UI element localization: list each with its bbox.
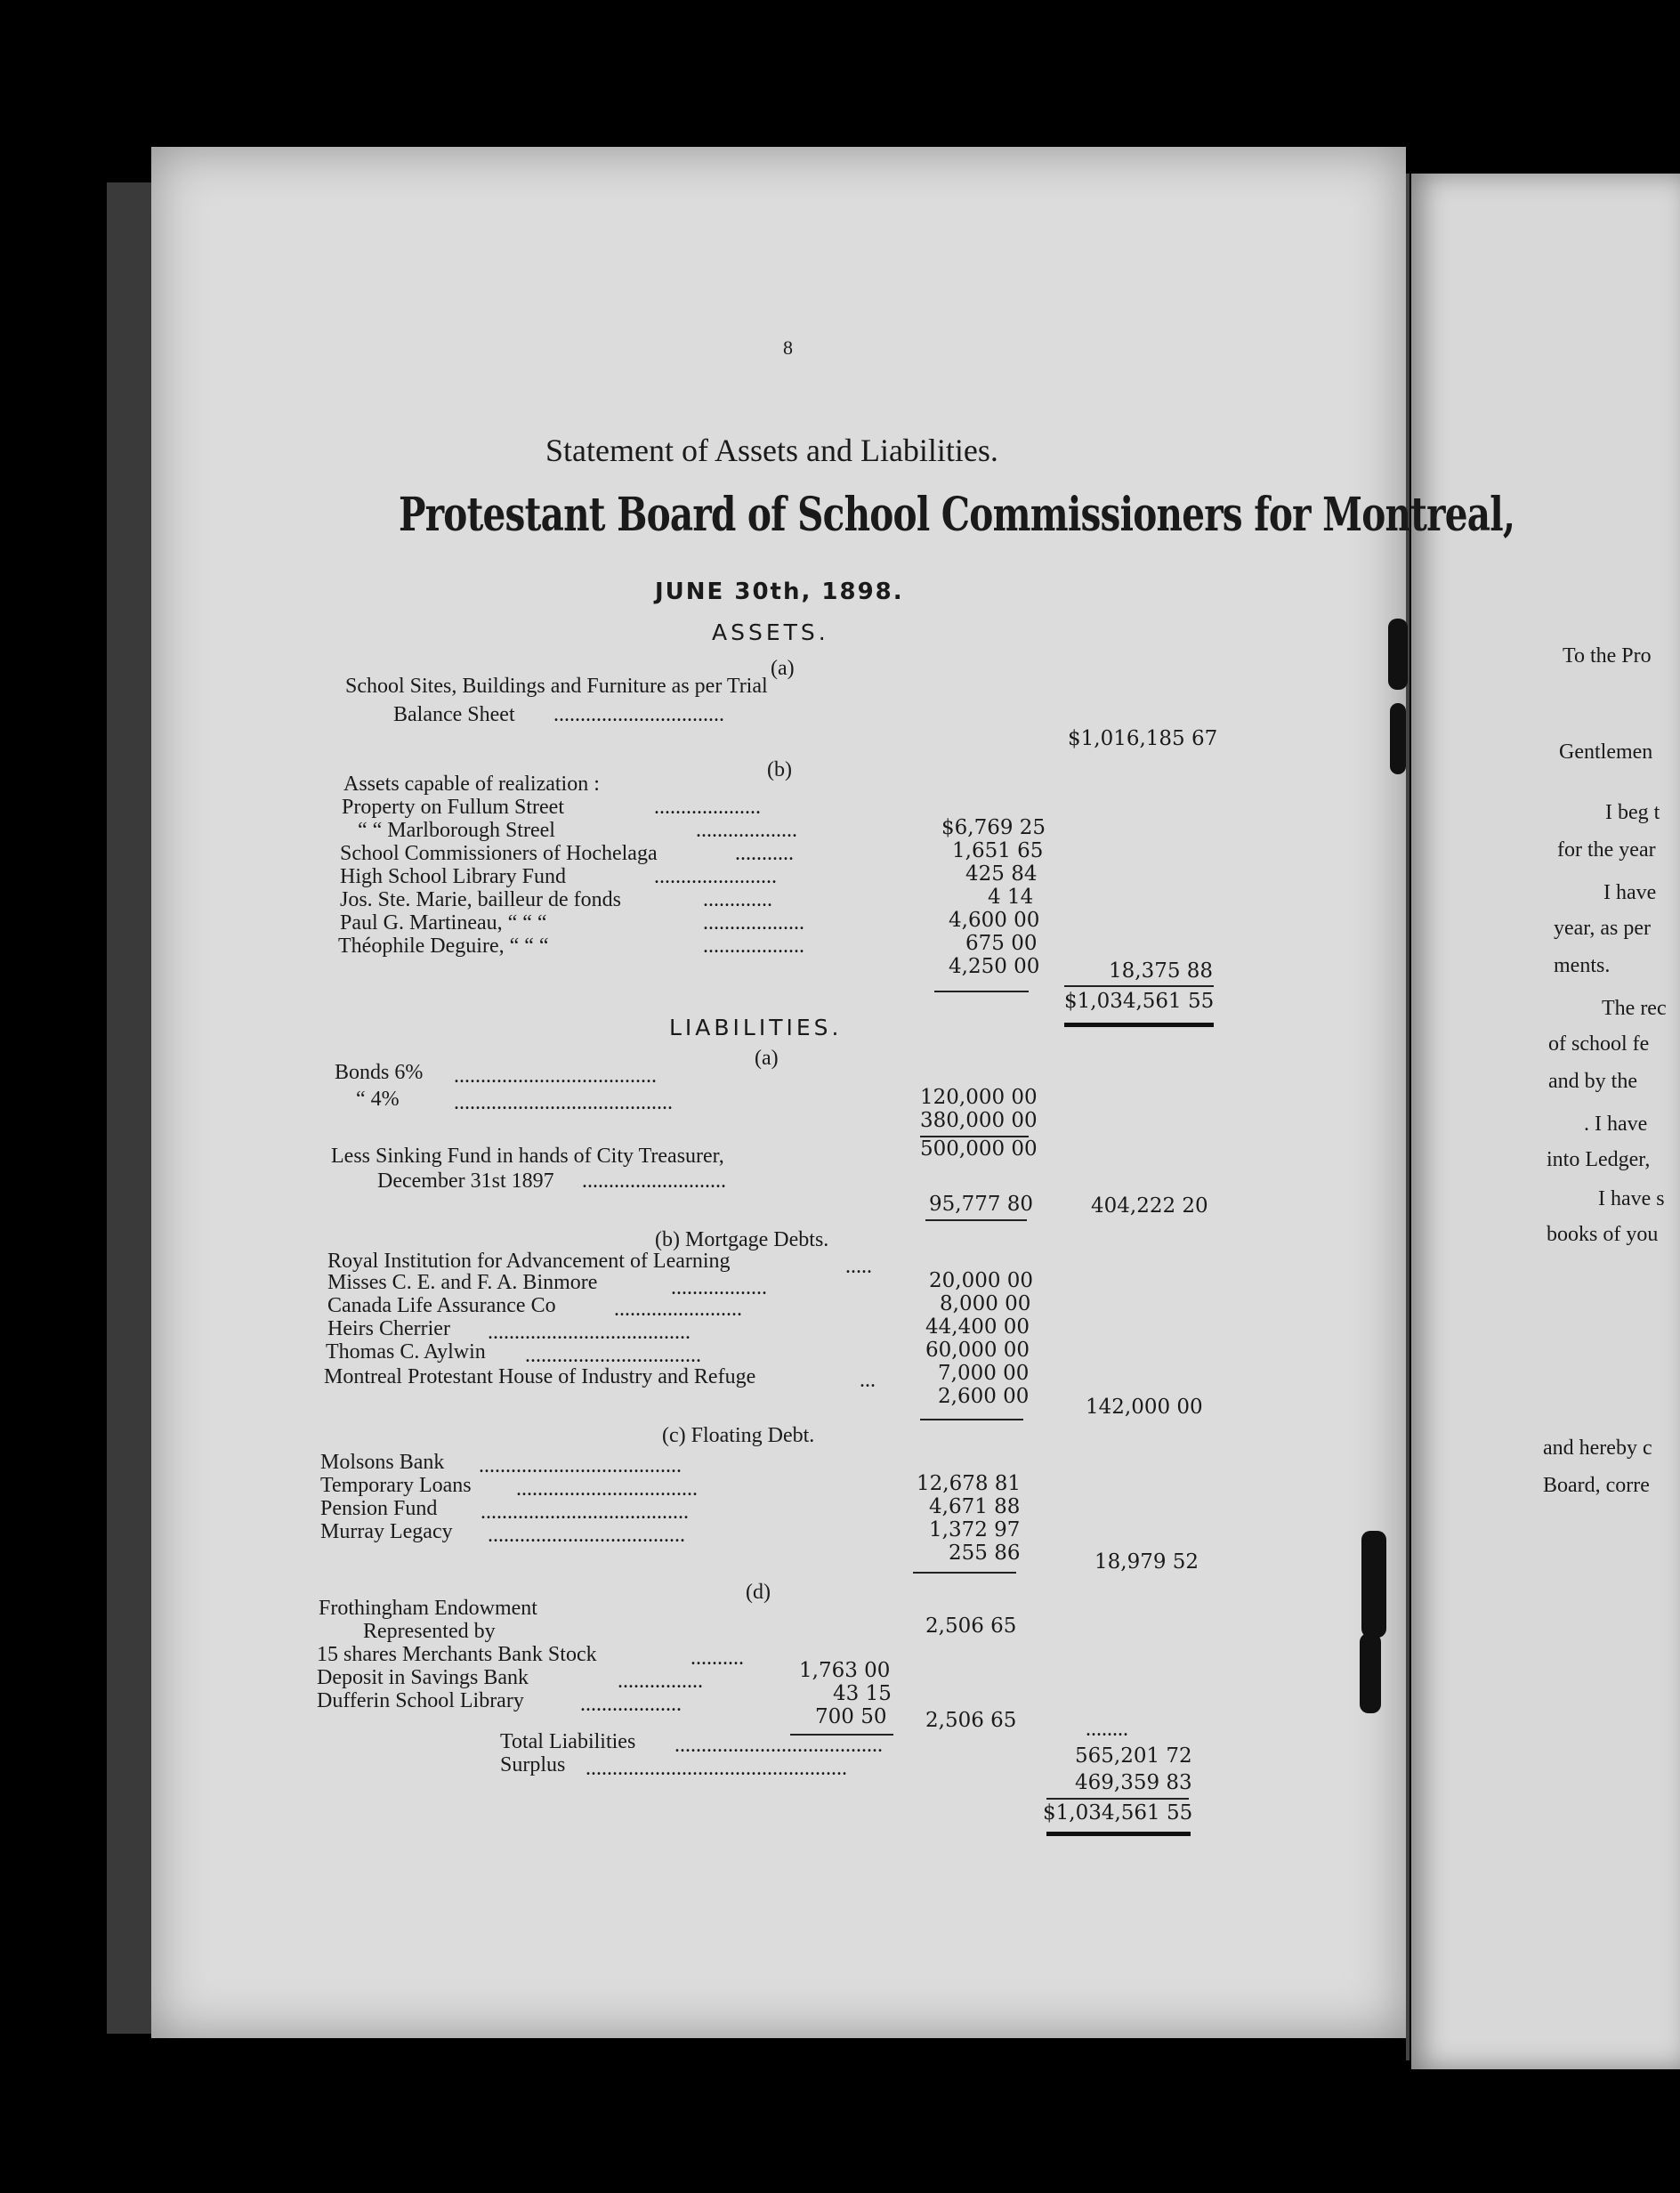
- binding-thread-bottom: [1361, 1531, 1386, 1638]
- liabilities-heading: LIABILITIES.: [669, 1015, 843, 1040]
- mortgage-item-name: Canada Life Assurance Co: [327, 1294, 556, 1317]
- asset-item-dots: .......................: [654, 865, 777, 888]
- mortgage-item-dots: .....: [845, 1255, 872, 1278]
- floating-item-name: Murray Legacy: [320, 1520, 453, 1543]
- bonds-6-dots: ......................................: [454, 1064, 657, 1088]
- asset-item-dots: ...................: [696, 819, 797, 842]
- floating-item-name: Molsons Bank: [320, 1451, 445, 1474]
- floating-item-name: Pension Fund: [320, 1497, 438, 1520]
- page-number: 8: [783, 336, 793, 359]
- right-page-text: into Ledger,: [1547, 1148, 1651, 1171]
- endowment-item-amount: 700 50: [815, 1705, 887, 1728]
- mortgage-item-dots: ...: [860, 1369, 876, 1392]
- asset-item-dots: ...................: [703, 911, 804, 935]
- floating-item-dots: .....................................: [488, 1524, 685, 1547]
- mortgage-item-name: Misses C. E. and F. A. Binmore: [327, 1271, 598, 1294]
- rule: [934, 991, 1029, 992]
- endowment-name: Frothingham Endowment: [319, 1597, 537, 1620]
- mortgage-item-name: Heirs Cherrier: [327, 1317, 450, 1340]
- mortgage-item-dots: .................................: [525, 1344, 701, 1367]
- binding-thread-top: [1388, 619, 1408, 690]
- asset-item-amount: 4 14: [988, 886, 1034, 909]
- mortgage-item-amount: 2,600 00: [938, 1385, 1030, 1408]
- mortgage-item-amount: 20,000 00: [929, 1269, 1034, 1292]
- bonds-6-name: Bonds 6%: [335, 1061, 424, 1084]
- right-page-text: Gentlemen: [1559, 740, 1653, 764]
- right-page-text: year, as per: [1554, 917, 1651, 940]
- asset-item-amount: 425 84: [965, 862, 1038, 886]
- right-page-text: To the Pro: [1563, 644, 1652, 668]
- mortgage-item-amount: 44,400 00: [925, 1315, 1030, 1339]
- book-spine: [1406, 174, 1409, 2060]
- right-page-text: I have: [1603, 881, 1657, 904]
- asset-item-dots: ...................: [703, 935, 804, 958]
- rule: [913, 1572, 1016, 1574]
- asset-item-name: “ “ Marlborough Streel: [358, 819, 555, 842]
- floating-item-name: Temporary Loans: [320, 1474, 472, 1497]
- right-page-text: I have s: [1598, 1187, 1665, 1210]
- assets-a-dots: ................................: [553, 703, 724, 726]
- asset-item-name: Property on Fullum Street: [342, 796, 564, 819]
- mortgage-item-name: Montreal Protestant House of Industry and Refuge: [324, 1365, 756, 1388]
- bonds-4-amount: 380,000 00: [920, 1109, 1038, 1132]
- sinking-dots: ...........................: [582, 1169, 726, 1193]
- assets-a-total: $1,016,185 67: [1068, 727, 1218, 750]
- bonds-6-amount: 120,000 00: [920, 1086, 1038, 1109]
- mortgage-item-dots: ......................................: [488, 1321, 691, 1344]
- bonds-total: 500,000 00: [920, 1137, 1038, 1161]
- right-page-text: I beg t: [1605, 801, 1660, 824]
- right-page-text: books of you: [1547, 1223, 1659, 1246]
- mortgage-total: 142,000 00: [1086, 1396, 1203, 1419]
- asset-item-name: School Commissioners of Hochelaga: [340, 842, 658, 865]
- right-page-text: for the year: [1557, 838, 1656, 862]
- title-statement: Statement of Assets and Liabilities.: [545, 433, 998, 468]
- right-page-text: The rec: [1602, 997, 1667, 1020]
- right-page-text: . I have: [1584, 1113, 1648, 1136]
- right-page-text: of school fe: [1548, 1032, 1650, 1056]
- asset-item-dots: ....................: [654, 796, 761, 819]
- binding-thread-top-lower: [1390, 703, 1406, 774]
- assets-grand-total: $1,034,561 55: [1064, 990, 1215, 1013]
- liabilities-d-label: (d): [746, 1581, 771, 1604]
- double-rule: [1046, 1832, 1191, 1836]
- assets-b-subtotal: 18,375 88: [1109, 959, 1214, 983]
- endowment-item-amount: 1,763 00: [799, 1659, 891, 1682]
- surplus-amount: 469,359 83: [1075, 1771, 1192, 1794]
- floating-total: 18,979 52: [1094, 1550, 1199, 1574]
- endowment-represented: Represented by: [363, 1620, 496, 1643]
- binding-thread-bottom-lower: [1360, 1633, 1381, 1713]
- right-page-text: and hereby c: [1543, 1436, 1652, 1460]
- title-date: JUNE 30th, 1898.: [655, 579, 904, 605]
- endowment-item-dots: ..........: [691, 1647, 744, 1670]
- rule: [1046, 1798, 1189, 1800]
- endowment-item-name: 15 shares Merchants Bank Stock: [317, 1643, 597, 1666]
- floating-item-dots: .......................................: [481, 1501, 689, 1524]
- right-page-text: Board, corre: [1543, 1474, 1650, 1497]
- rule: [925, 1219, 1027, 1221]
- asset-item-amount: $6,769 25: [941, 816, 1046, 839]
- mortgage-item-amount: 60,000 00: [925, 1339, 1030, 1362]
- endowment-item-amount: 43 15: [833, 1682, 892, 1705]
- bonds-4-dots: .........................................: [454, 1091, 673, 1114]
- mortgage-item-dots: ..................: [671, 1276, 767, 1299]
- mortgage-item-name: Royal Institution for Advancement of Learning: [327, 1250, 731, 1273]
- surplus-dots: .................................................: [586, 1757, 847, 1780]
- endowment-item-dots: ................: [618, 1670, 703, 1693]
- asset-item-name: Théophile Deguire, “ “ “: [338, 935, 549, 958]
- sinking-amount: 95,777 80: [929, 1193, 1034, 1216]
- total-liabilities-label: Total Liabilities: [500, 1730, 636, 1753]
- sinking-line1: Less Sinking Fund in hands of City Treasurer,: [331, 1145, 724, 1168]
- assets-a-line2: Balance Sheet: [393, 703, 515, 726]
- rule: [1064, 985, 1214, 987]
- right-page-text: and by the: [1548, 1070, 1637, 1093]
- bonds-4-name: “ 4%: [356, 1088, 400, 1111]
- mortgage-item-dots: ........................: [614, 1298, 742, 1321]
- asset-item-amount: 4,250 00: [949, 955, 1040, 978]
- floating-item-amount: 255 86: [949, 1542, 1021, 1565]
- asset-item-amount: 675 00: [965, 932, 1038, 955]
- liabilities-a-label: (a): [755, 1047, 779, 1070]
- rule: [920, 1419, 1023, 1420]
- floating-item-amount: 1,372 97: [929, 1518, 1021, 1542]
- floating-item-dots: ..................................: [516, 1477, 698, 1501]
- endowment-items-total: 2,506 65: [925, 1709, 1017, 1732]
- liabilities-grand-total: $1,034,561 55: [1043, 1801, 1193, 1825]
- sinking-line2: December 31st 1897: [377, 1169, 554, 1193]
- assets-heading: ASSETS.: [712, 619, 829, 645]
- asset-item-amount: 1,651 65: [952, 839, 1044, 862]
- floating-item-amount: 12,678 81: [917, 1472, 1022, 1495]
- assets-b-label: (b): [767, 758, 792, 781]
- asset-item-name: Paul G. Martineau, “ “ “: [340, 911, 547, 935]
- total-liabilities-dots: .......................................: [674, 1734, 883, 1757]
- assets-a-line1: School Sites, Buildings and Furniture as per Trial: [345, 675, 768, 698]
- asset-item-name: Jos. Ste. Marie, bailleur de fonds: [340, 888, 621, 911]
- asset-item-amount: 4,600 00: [949, 909, 1040, 932]
- right-page-text: ments.: [1554, 954, 1611, 977]
- endowment-item-dots: ...................: [580, 1693, 682, 1716]
- endowment-item-name: Dufferin School Library: [317, 1689, 524, 1712]
- title-board: Protestant Board of School Commissioners for Montreal,: [399, 488, 1515, 542]
- mortgage-item-amount: 8,000 00: [940, 1292, 1031, 1315]
- asset-item-name: High School Library Fund: [340, 865, 566, 888]
- endowment-amount: 2,506 65: [925, 1614, 1017, 1638]
- asset-item-dots: .............: [703, 888, 772, 911]
- placeholder-dots: ........: [1086, 1718, 1128, 1741]
- mortgage-item-amount: 7,000 00: [938, 1362, 1030, 1385]
- floating-item-dots: ......................................: [479, 1454, 682, 1477]
- mortgage-heading: (b) Mortgage Debts.: [655, 1228, 829, 1251]
- surplus-label: Surplus: [500, 1753, 566, 1776]
- asset-item-dots: ...........: [735, 842, 794, 865]
- endowment-item-name: Deposit in Savings Bank: [317, 1666, 529, 1689]
- total-liabilities-amount: 565,201 72: [1075, 1744, 1192, 1768]
- double-rule: [1064, 1023, 1214, 1027]
- assets-b-intro: Assets capable of realization :: [343, 773, 600, 796]
- assets-a-label: (a): [771, 657, 795, 680]
- floating-heading: (c) Floating Debt.: [662, 1424, 815, 1447]
- floating-item-amount: 4,671 88: [929, 1495, 1021, 1518]
- mortgage-item-name: Thomas C. Aylwin: [326, 1340, 486, 1364]
- liabilities-a-net: 404,222 20: [1091, 1194, 1208, 1218]
